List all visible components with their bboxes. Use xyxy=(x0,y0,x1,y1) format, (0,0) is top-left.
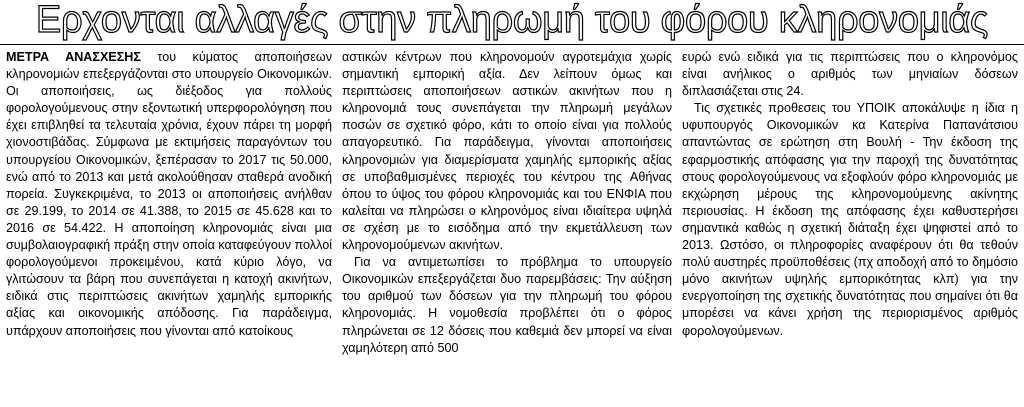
column-2-paragraph-2: Για να αντιμετωπίσει το πρόβλημα το υπουργείο Οικονομικών επεξεργάζεται δυο παρεμβάσεις: Την αύξηση του αριθμού των δόσεων για την πληρωμή του φόρου κληρονομιάς. Η νομοθεσία προβλέπει ότι ο φόρος πληρώνεται σε 12 δόσεις που καθεμιά δεν μπορεί να είναι χαμηλότερη από 500 xyxy=(342,255,672,355)
article-column-2 xyxy=(342,49,672,407)
headline-divider xyxy=(0,44,1024,45)
column-3-paragraph-2: Τις σχετικές προθεσεις του ΥΠΟΙΚ αποκάλυψε η ίδια η υφυπουργός Οικονομικών κα Κατερίνα Παπανάτσιου απαντώντας σε ερώτηση στη Βουλή - Την έκδοση της εφαρμοστικής απόφασης για την παροχή της δυνατότητας στους φορολογούμενους να εξοφλούν φόρο κληρονομιάς με εκχώρηση μέρους της κληρονομούμενης ακίνητης περιουσίας. Η έκδοση της απόφασης έχει καθυστερήσει σημαντικά καθώς η σχετική διάταξη έχει ψηφιστεί από το 2013. Ωστόσο, οι πληροφορίες αναφέρουν ότι θα τεθούν πολύ αυστηρές προϋποθέσεις (πχ αποδοχή από το δημόσιο μόνο ακινήτων υψηλής εμπορικότητας κλπ) για την ενεργοποίηση της σχετικής δυνατότητας που σημαίνει ότι θα μπορέσει να κάνει χρήση της περιορισμένος αριθμός φορολογούμενων. xyxy=(682,101,1018,338)
article-column-1 xyxy=(6,49,332,407)
column-3-paragraph-1: ευρώ ενώ ειδικά για τις περιπτώσεις που ο κληρονόμος είναι ανήλικος ο αριθμός των μηνιαίων δόσεων διπλασιάζεται στις 24. xyxy=(682,50,1018,99)
article-column-3 xyxy=(682,49,1018,407)
lead-label: ΜΕΤΡΑ ΑΝΑΣΧΕΣΗΣ xyxy=(6,50,141,64)
column-1-text: του κύματος αποποιήσεων κληρονομιών επεξεργάζονται στο υπουργείο Οικονομικών. Οι αποποιήσεις, ως διέξοδος για πολλούς φορολογούμενους στην εξοντωτική υπερφορολόγηση που έχει επιβληθεί τα τελευταία χρόνια, έχουν πάρει τη μορφή χιονοστιβάδας. Σύμφωνα με εκτιμήσεις παραγόντων του υπουργείου Οικονομικών, ξεπέρασαν το 2017 τις 50.000, ενώ από το 2013 και μετά ακολούθησαν σταθερά ανοδική πορεία. Συγκεκριμένα, το 2013 οι αποποιήσεις ανήλθαν σε 29.199, το 2014 σε 41.388, το 2015 σε 45.628 και το 2016 σε 54.422. Η αποποίηση κληρονομιάς είναι μια συμβολαιογραφική πράξη στην οποία καταφεύγουν πολλοί φορολογούμενοι προκειμένου, κατά κύριο λόγο, να γλιτώσουν τα βάρη που συνεπάγεται η κατοχή ακινήτων, ειδικά στις περιπτώσεις ακινήτων χαμηλής εμπορικής αξίας και οικονομικής απόδοσης. Για παράδειγμα, υπάρχουν αποποιήσεις που γίνονται από κατοίκους xyxy=(6,50,332,338)
column-2-paragraph-1: αστικών κέντρων που κληρονομούν αγροτεμάχια χωρίς σημαντική εμπορική αξία. Δεν λείπουν όμως και περιπτώσεις αποποιήσεων αστικών ακινήτων που η κληρονομιά τους συνεπάγεται την πληρωμή μεγάλων ποσών σε σχετικό φόρο, κάτι το οποίο είναι για πολλούς απαγορευτικό. Για παράδειγμα, γίνονται αποποιήσεις κληρονομιών για διαμερίσματα χαμηλής εμπορικής αξίας σε υποβαθμισμένες περιοχές του κέντρου της Αθήνας όπου το ύψος του φόρου κληρονομιάς και του ΕΝΦΙΑ που καλείται να πληρώσει ο κληρονόμος είναι ιδιαίτερα υψηλά σε σχέση με το εισόδημα από την εκμετάλλευση των κληρονομούμενων ακινήτων. xyxy=(342,50,672,253)
column-1-paragraph xyxy=(6,49,332,340)
article-headline: Ερχονται αλλαγές στην πληρωμή του φόρου κληρονομιάς xyxy=(35,0,989,41)
